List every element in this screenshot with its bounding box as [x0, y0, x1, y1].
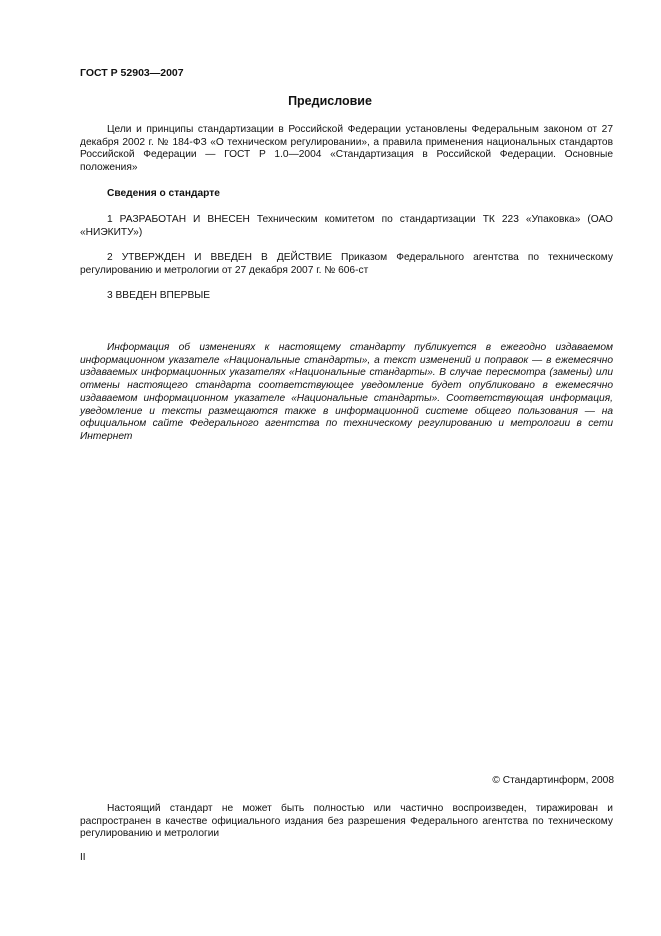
item-1: 1 РАЗРАБОТАН И ВНЕСЕН Техническим комитетом по стандартизации ТК 223 «Упаковка» (ОАО «НИЭКИТУ») [80, 214, 613, 238]
item-3: 3 ВВЕДЕН ВПЕРВЫЕ [107, 290, 211, 301]
reproduction-notice: Настоящий стандарт не может быть полностью или частично воспроизведен, тиражирован и распространен в качестве официального издания без разрешения Федерального агентства по техническому регулированию и метрологии [80, 803, 613, 840]
intro-paragraph: Цели и принципы стандартизации в Российской Федерации установлены Федеральным законом от 27 декабря 2002 г. № 184-ФЗ «О техническом регулировании», а правила применения национальных стандартов Российской Федерации — ГОСТ Р 1.0—2004 «Стандартизация в Российской Федерации. Основные положения» [80, 124, 613, 174]
copyright: © Стандартинформ, 2008 [492, 775, 614, 786]
info-heading: Сведения о стандарте [107, 188, 220, 199]
page-number: II [80, 852, 86, 863]
document-header: ГОСТ Р 52903—2007 [80, 67, 184, 79]
page-title: Предисловие [288, 94, 372, 108]
notice-paragraph: Информация об изменениях к настоящему стандарту публикуется в ежегодно издаваемом информационном указателе «Национальные стандарты», а текст изменений и поправок — в ежемесячно издаваемых информационных указателях «Национальные стандарты». В случае пересмотра (замены) или отмены настоящего стандарта соответствующее уведомление будет опубликовано в ежемесячно издаваемом информационном указателе «Национальные стандарты». Соответствующая информация, уведомление и тексты размещаются также в информационной системе общего пользования — на официальном сайте Федерального агентства по техническому регулированию и метрологии в сети Интернет [80, 342, 613, 442]
item-2: 2 УТВЕРЖДЕН И ВВЕДЕН В ДЕЙСТВИЕ Приказом Федерального агентства по техническому регулированию и метрологии от 27 декабря 2007 г. № 606-ст [80, 252, 613, 276]
